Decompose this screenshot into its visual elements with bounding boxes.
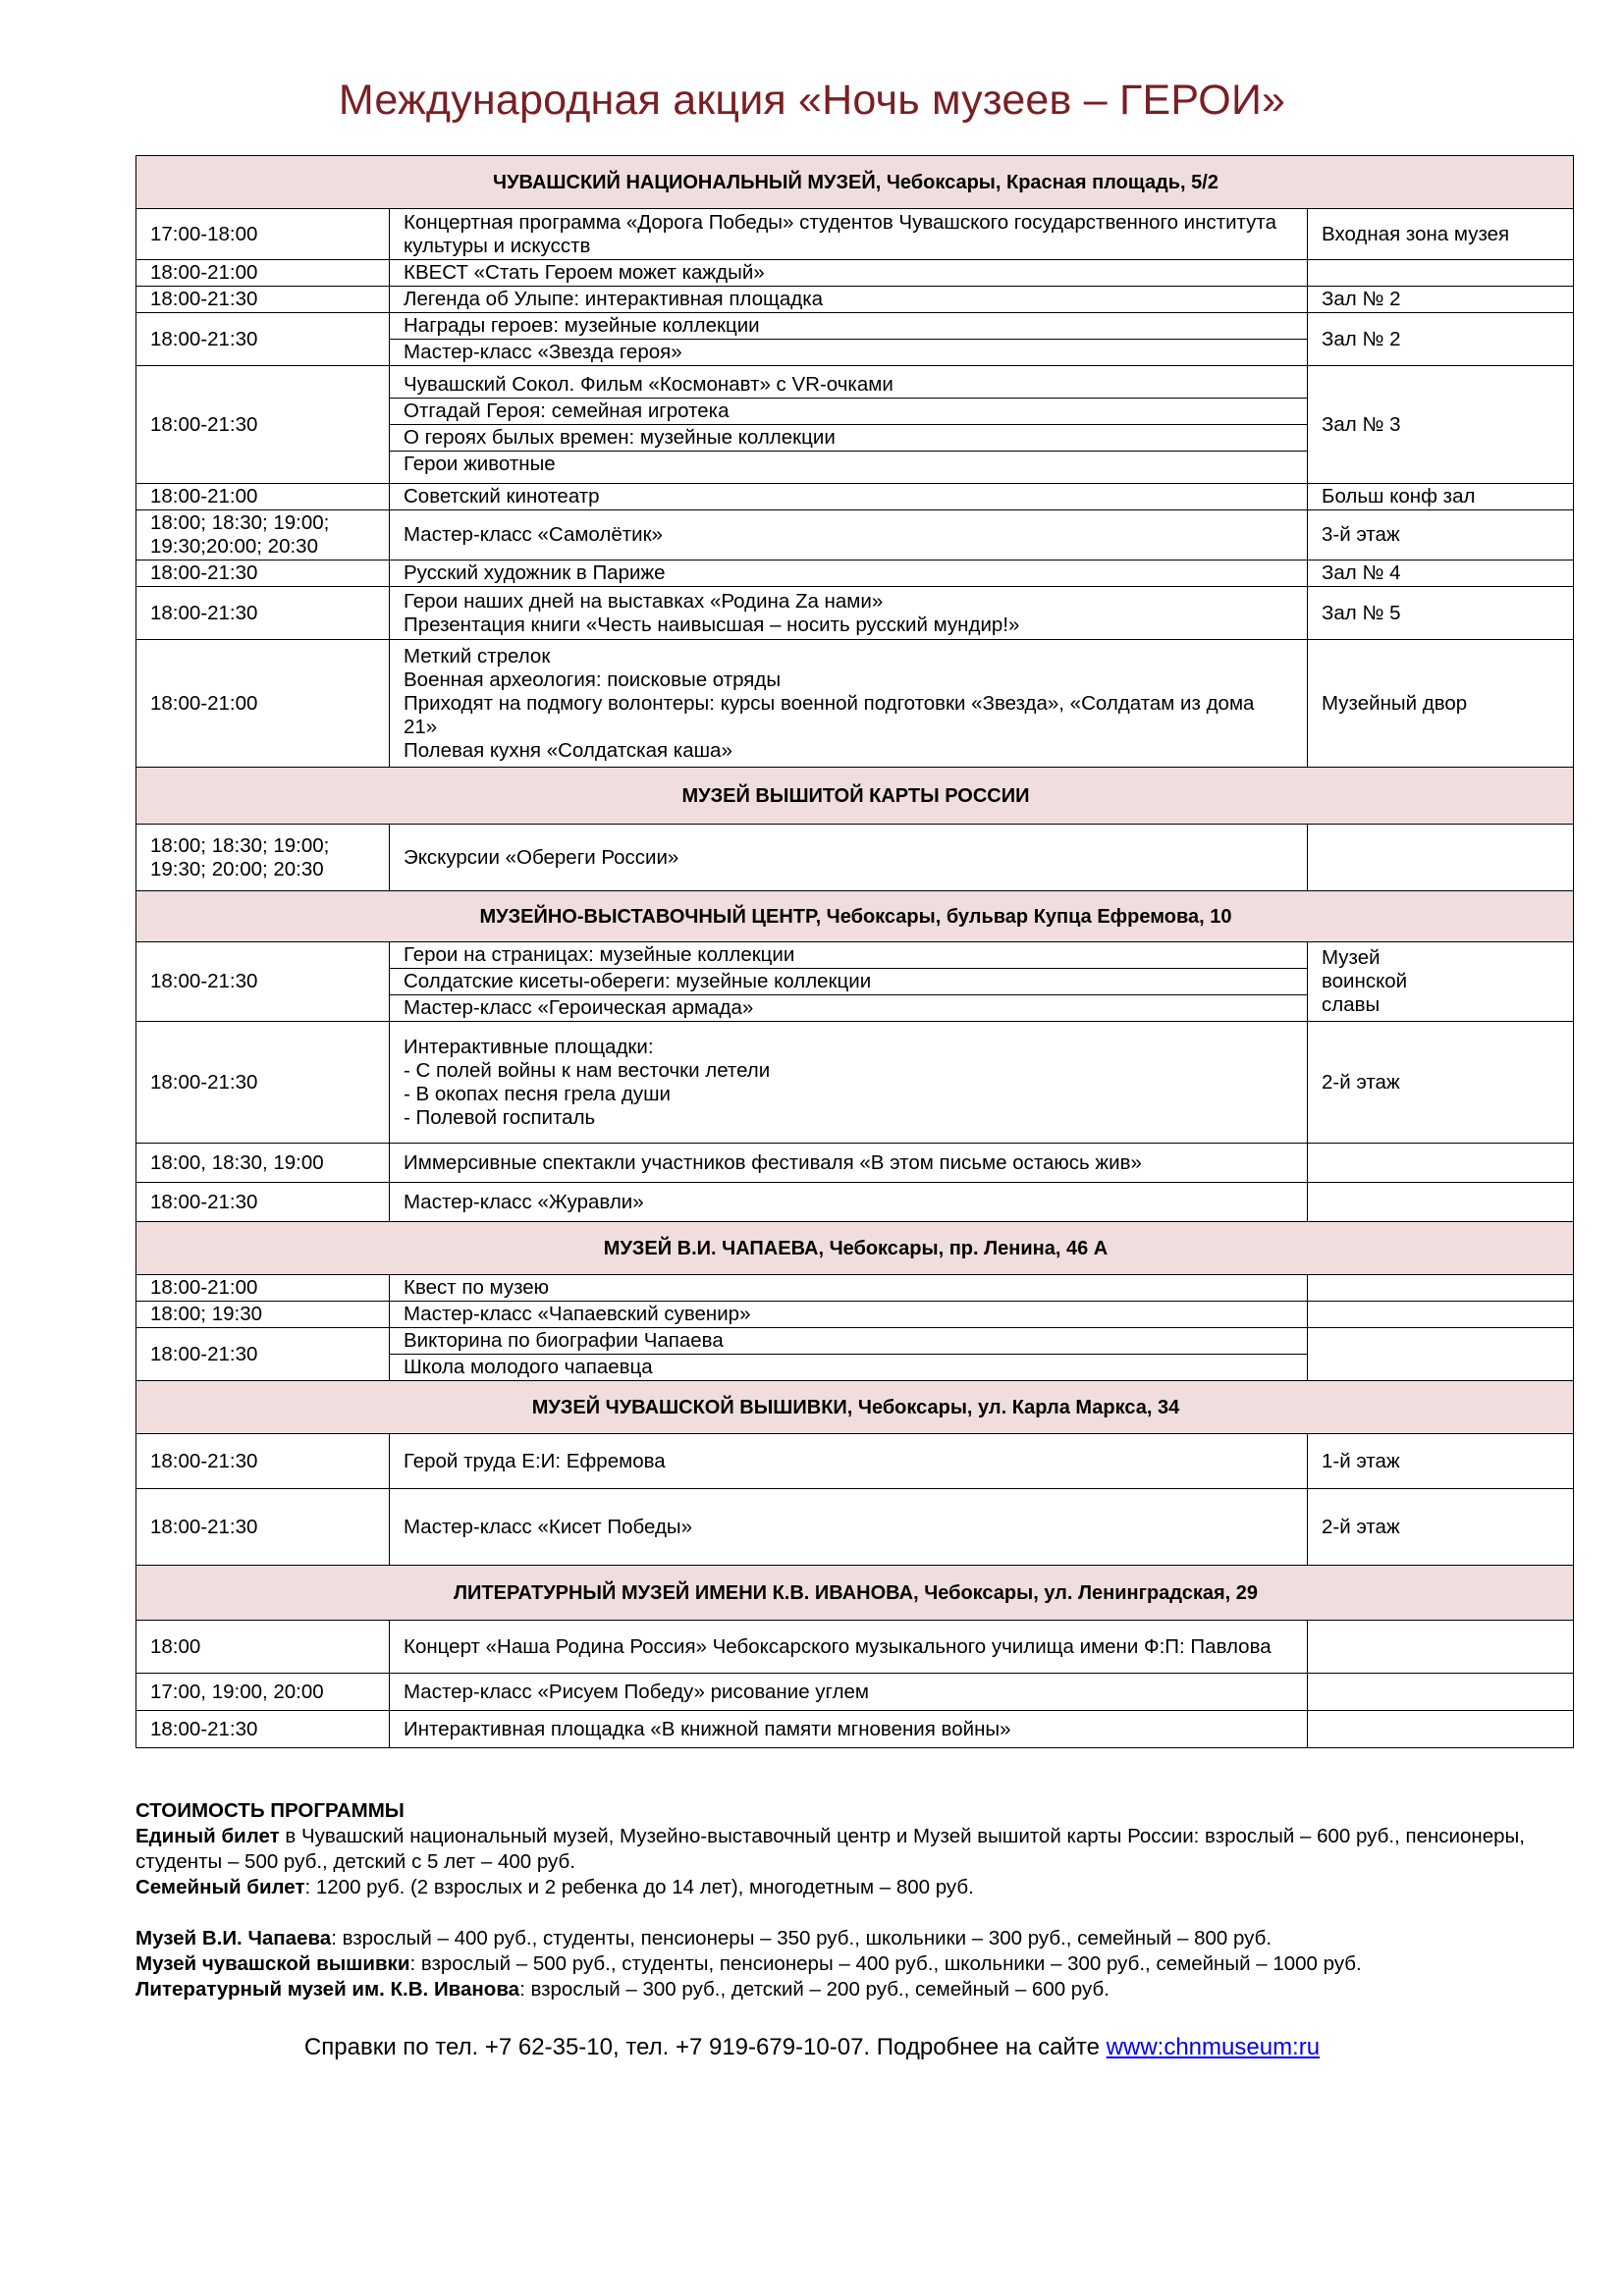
schedule-row xyxy=(136,510,1574,561)
activity-item: Иммерсивные спектакли участников фестиваля «В этом письме остаюсь жив» xyxy=(404,1150,1142,1174)
activity-item: Школа молодого чапаевца xyxy=(404,1356,653,1378)
activity-item: Концерт «Наша Родина Россия» Чебоксарского музыкального училища имени Ф:П: Павлова xyxy=(404,1634,1272,1658)
costs-block xyxy=(135,1798,1579,2002)
place-cell: Входная зона музея xyxy=(1308,209,1574,260)
time-cell: 17:00-18:00 xyxy=(136,209,390,260)
time-cell: 18:00-21:30 xyxy=(136,561,390,587)
family-ticket-line xyxy=(135,1875,1579,1900)
activity-item: Интерактивная площадка «В книжной памяти мгновения войны» xyxy=(404,1717,1011,1740)
schedule-row xyxy=(136,1183,1574,1222)
place-cell xyxy=(1308,260,1574,287)
time-cell: 18:00-21:30 xyxy=(136,1434,390,1489)
chapaev-price-text: : взрослый – 400 руб., студенты, пенсионеры – 350 руб., школьники – 300 руб., семейный – 800 руб. xyxy=(331,1927,1272,1949)
schedule-row xyxy=(136,1275,1574,1302)
activity-item: Мастер-класс «Кисет Победы» xyxy=(404,1515,693,1538)
schedule-row xyxy=(136,313,1574,366)
activity-item: Квест по музею xyxy=(404,1276,550,1299)
activity-cell xyxy=(390,587,1308,640)
schedule-row xyxy=(136,1674,1574,1711)
activity-cell xyxy=(390,1434,1308,1489)
schedule-row xyxy=(136,640,1574,768)
activity-item: Мастер-класс «Журавли» xyxy=(404,1190,644,1213)
place-cell xyxy=(1308,825,1574,891)
activity-item: Мастер-класс «Рисуем Победу» рисование углем xyxy=(404,1680,870,1703)
place-cell xyxy=(1308,1183,1574,1222)
activity-item: Герои наших дней на выставках «Родина Zа нами» Презентация книги «Честь наивысшая – носить русский мундир!» xyxy=(404,589,1020,636)
schedule-row xyxy=(136,366,1574,484)
single-ticket-line xyxy=(135,1824,1579,1875)
schedule-row xyxy=(136,825,1574,891)
literary-price-text: : взрослый – 300 руб., детский – 200 руб., семейный – 600 руб. xyxy=(519,1978,1110,2001)
literary-price-label: Литературный музей им. К.В. Иванова xyxy=(135,1978,520,2001)
place-cell xyxy=(1308,1302,1574,1328)
schedule-row xyxy=(136,209,1574,260)
schedule-row xyxy=(136,1711,1574,1748)
activity-cell xyxy=(390,209,1308,260)
activity-cell xyxy=(390,1328,1308,1381)
activity-item: Викторина по биографии Чапаева xyxy=(390,1328,1307,1355)
schedule-row xyxy=(136,942,1574,1022)
schedule-row xyxy=(136,1621,1574,1674)
place-cell: Зал № 2 xyxy=(1308,287,1574,313)
activity-cell xyxy=(390,366,1308,484)
program-table xyxy=(135,155,1574,1748)
schedule-row xyxy=(136,484,1574,510)
time-cell: 18:00-21:30 xyxy=(136,287,390,313)
activity-item: Меткий стрелок Военная археология: поисковые отряды Приходят на подмогу волонтеры: курсы военной подготовки «Звезда», «Солдатам из дома 21» Полевая кухня «Солдатская каша» xyxy=(404,644,1255,762)
activity-item: Отгадай Героя: семейная игротека xyxy=(390,399,1307,425)
activity-cell xyxy=(390,1183,1308,1222)
time-cell: 18:00-21:30 xyxy=(136,1489,390,1566)
activity-cell xyxy=(390,1674,1308,1711)
family-ticket-label: Семейный билет xyxy=(135,1876,305,1898)
time-cell: 18:00-21:30 xyxy=(136,366,390,484)
place-cell: 3-й этаж xyxy=(1308,510,1574,561)
activity-item: Герои животные xyxy=(404,453,556,475)
time-cell: 18:00-21:30 xyxy=(136,942,390,1022)
schedule-row xyxy=(136,1434,1574,1489)
schedule-row xyxy=(136,1022,1574,1144)
place-cell xyxy=(1308,1674,1574,1711)
place-cell xyxy=(1308,1275,1574,1302)
museum-header: ЧУВАШСКИЙ НАЦИОНАЛЬНЫЙ МУЗЕЙ, Чебоксары, Красная площадь, 5/2 xyxy=(136,156,1574,209)
time-cell: 18:00-21:00 xyxy=(136,260,390,287)
family-ticket-text: : 1200 руб. (2 взрослых и 2 ребенка до 14 лет), многодетным – 800 руб. xyxy=(304,1876,974,1898)
activity-cell xyxy=(390,510,1308,561)
activity-cell xyxy=(390,1711,1308,1748)
time-cell: 18:00; 19:30 xyxy=(136,1302,390,1328)
place-cell: Музейный двор xyxy=(1308,640,1574,768)
activity-cell xyxy=(390,825,1308,891)
time-cell: 18:00, 18:30, 19:00 xyxy=(136,1144,390,1183)
time-cell: 18:00; 18:30; 19:00; 19:30;20:00; 20:30 xyxy=(136,510,390,561)
place-cell xyxy=(1308,1144,1574,1183)
embroidery-price-line xyxy=(135,1951,1579,1977)
time-cell: 18:00-21:30 xyxy=(136,587,390,640)
activity-item: Мастер-класс «Чапаевский сувенир» xyxy=(404,1303,751,1325)
activity-item: Концертная программа «Дорога Победы» студентов Чувашского государственного института культуры и искусств xyxy=(404,210,1276,257)
time-cell: 18:00-21:30 xyxy=(136,1183,390,1222)
activity-cell xyxy=(390,313,1308,366)
activity-cell xyxy=(390,260,1308,287)
activity-item: Экскурсии «Обереги России» xyxy=(404,845,679,869)
embroidery-price-label: Музей чувашской вышивки xyxy=(135,1952,410,1975)
place-cell: Музей воинской славы xyxy=(1308,942,1574,1022)
activity-item: Советский кинотеатр xyxy=(404,485,600,507)
time-cell: 18:00-21:30 xyxy=(136,1711,390,1748)
activity-item: Мастер-класс «Звезда героя» xyxy=(404,341,682,363)
place-cell: Зал № 3 xyxy=(1308,366,1574,484)
schedule-row xyxy=(136,1144,1574,1183)
time-cell: 18:00; 18:30; 19:00; 19:30; 20:00; 20:30 xyxy=(136,825,390,891)
chapaev-price-line xyxy=(135,1926,1579,1951)
contact-text: Справки по тел. +7 62-35-10, тел. +7 919-679-10-07. Подробнее на сайте xyxy=(303,2034,1107,2060)
activity-cell xyxy=(390,1275,1308,1302)
chapaev-price-label: Музей В.И. Чапаева xyxy=(135,1927,332,1949)
schedule-row xyxy=(136,1302,1574,1328)
schedule-row xyxy=(136,561,1574,587)
time-cell: 18:00-21:00 xyxy=(136,484,390,510)
museum-header: МУЗЕЙ ВЫШИТОЙ КАРТЫ РОССИИ xyxy=(136,768,1574,825)
time-cell: 18:00 xyxy=(136,1621,390,1674)
activity-item: Герои на страницах: музейные коллекции xyxy=(390,942,1307,969)
program-table-body xyxy=(136,156,1574,1748)
place-cell: 1-й этаж xyxy=(1308,1434,1574,1489)
activity-cell xyxy=(390,561,1308,587)
website-link[interactable]: www:chnmuseum:ru xyxy=(1106,2034,1321,2060)
activity-cell xyxy=(390,287,1308,313)
schedule-row xyxy=(136,587,1574,640)
activity-item: Русский художник в Париже xyxy=(404,561,666,584)
schedule-row xyxy=(136,287,1574,313)
time-cell: 18:00-21:30 xyxy=(136,1022,390,1144)
activity-item: Интерактивные площадки: - С полей войны к нам весточки летели - В окопах песня грела души - Полевой госпиталь xyxy=(404,1035,771,1129)
museum-header: ЛИТЕРАТУРНЫЙ МУЗЕЙ ИМЕНИ К.В. ИВАНОВА, Чебоксары, ул. Ленинградская, 29 xyxy=(136,1566,1574,1621)
activity-item: Легенда об Улыпе: интерактивная площадка xyxy=(404,288,824,310)
time-cell: 17:00, 19:00, 20:00 xyxy=(136,1674,390,1711)
museum-header: МУЗЕЙ В.И. ЧАПАЕВА, Чебоксары, пр. Ленина, 46 А xyxy=(136,1222,1574,1275)
time-cell: 18:00-21:00 xyxy=(136,1275,390,1302)
place-cell xyxy=(1308,1711,1574,1748)
activity-cell xyxy=(390,1144,1308,1183)
activity-cell xyxy=(390,1302,1308,1328)
place-cell xyxy=(1308,1328,1574,1381)
activity-cell xyxy=(390,640,1308,768)
place-cell: Зал № 4 xyxy=(1308,561,1574,587)
time-cell: 18:00-21:00 xyxy=(136,640,390,768)
costs-heading: СТОИМОСТЬ ПРОГРАММЫ xyxy=(135,1799,405,1822)
place-cell: Больш конф зал xyxy=(1308,484,1574,510)
activity-item: Чувашский Сокол. Фильм «Космонавт» с VR-очками xyxy=(390,372,1307,399)
activity-item: Солдатские кисеты-обереги: музейные коллекции xyxy=(390,969,1307,995)
place-cell: Зал № 5 xyxy=(1308,587,1574,640)
activity-item: КВЕСТ «Стать Героем может каждый» xyxy=(404,261,765,284)
time-cell: 18:00-21:30 xyxy=(136,1328,390,1381)
activity-item: Награды героев: музейные коллекции xyxy=(390,313,1307,340)
place-cell: Зал № 2 xyxy=(1308,313,1574,366)
activity-item: О героях былых времен: музейные коллекции xyxy=(390,425,1307,452)
activity-cell xyxy=(390,1621,1308,1674)
activity-item: Мастер-класс «Героическая армада» xyxy=(404,996,754,1019)
contact-footer xyxy=(0,2034,1624,2061)
single-ticket-text: в Чувашский национальный музей, Музейно-выставочный центр и Музей вышитой карты России: взрослый – 600 руб., пенсионеры, студенты – 500 руб., детский с 5 лет – 400 руб. xyxy=(135,1825,1525,1873)
activity-item: Герой труда Е:И: Ефремова xyxy=(404,1449,666,1472)
place-cell: 2-й этаж xyxy=(1308,1022,1574,1144)
activity-cell xyxy=(390,942,1308,1022)
embroidery-price-text: : взрослый – 500 руб., студенты, пенсионеры – 400 руб., школьники – 300 руб., семейный – 1000 руб. xyxy=(409,1952,1362,1975)
museum-header: МУЗЕЙ ЧУВАШСКОЙ ВЫШИВКИ, Чебоксары, ул. Карла Маркса, 34 xyxy=(136,1381,1574,1434)
time-cell: 18:00-21:30 xyxy=(136,313,390,366)
activity-cell xyxy=(390,1489,1308,1566)
schedule-row xyxy=(136,260,1574,287)
schedule-row xyxy=(136,1328,1574,1381)
place-cell: 2-й этаж xyxy=(1308,1489,1574,1566)
activity-cell xyxy=(390,484,1308,510)
place-cell xyxy=(1308,1621,1574,1674)
single-ticket-label: Единый билет xyxy=(135,1825,280,1847)
museum-header: МУЗЕЙНО-ВЫСТАВОЧНЫЙ ЦЕНТР, Чебоксары, бульвар Купца Ефремова, 10 xyxy=(136,891,1574,942)
literary-price-line xyxy=(135,1977,1579,2002)
page-title: Международная акция «Ночь музеев – ГЕРОИ» xyxy=(338,77,1286,124)
schedule-row xyxy=(136,1489,1574,1566)
activity-item: Мастер-класс «Самолётик» xyxy=(404,523,663,546)
activity-cell xyxy=(390,1022,1308,1144)
